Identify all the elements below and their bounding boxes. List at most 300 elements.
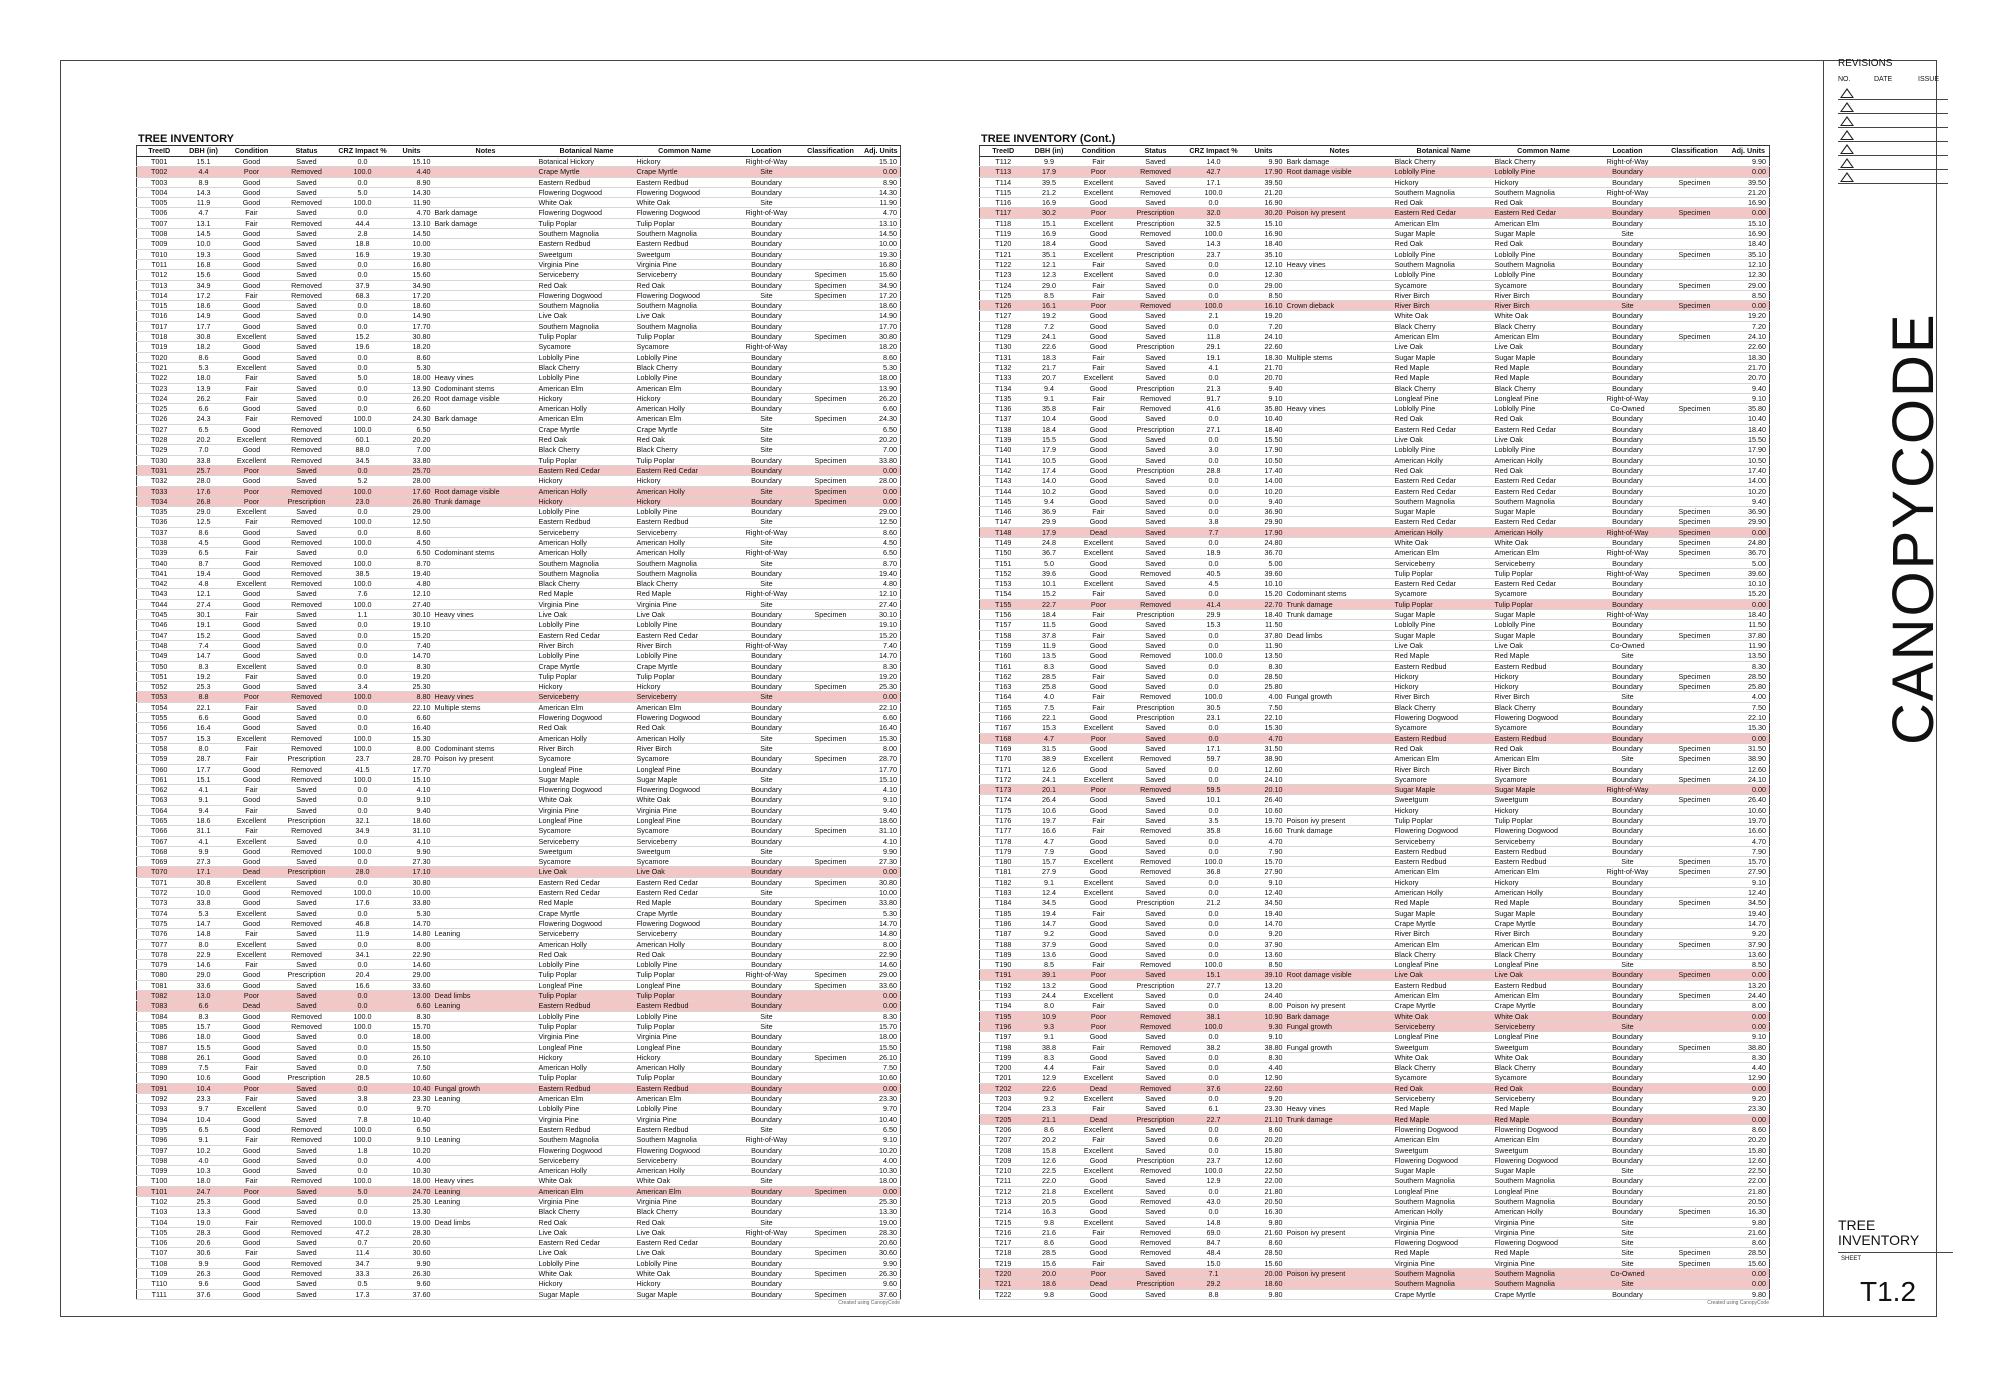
table-cell: Fair [1072,362,1126,372]
table-cell: 38.90 [1242,754,1286,764]
table-row [137,208,901,218]
table-cell [1662,1227,1728,1237]
table-cell: T036 [137,517,182,527]
table-cell: 27.40 [390,599,434,609]
table-cell: 100.0 [336,888,390,898]
table-cell: Good [226,599,278,609]
table-cell: 100.0 [336,1217,390,1227]
table-cell: Excellent [1072,888,1126,898]
table-cell: 25.80 [1728,682,1770,692]
table-cell: 8.60 [1728,1238,1770,1248]
table-cell [1662,1238,1728,1248]
table-cell: Poison ivy present [1286,816,1394,826]
table-cell: Saved [278,1083,336,1093]
table-cell: River Birch [1494,764,1594,774]
table-cell: Live Oak [538,311,636,321]
table-cell: Leaning [434,929,538,939]
table-cell: 8.30 [1242,661,1286,671]
table-cell: Saved [278,1104,336,1114]
table-cell: Eastern Red Cedar [538,877,636,887]
table-cell: T028 [137,435,182,445]
table-cell: 9.2 [1027,1094,1072,1104]
table-cell [434,867,538,877]
table-cell: Live Oak [1494,640,1594,650]
table-cell: Good [1072,1176,1126,1186]
table-cell: Live Oak [538,610,636,620]
table-cell [800,507,862,517]
table-cell: Good [226,980,278,990]
table-cell: Virginia Pine [636,599,734,609]
table-cell: T035 [137,507,182,517]
table-cell: Boundary [1594,507,1662,517]
table-cell: Saved [1126,682,1186,692]
table-row [137,1248,901,1258]
table-cell [1286,857,1394,867]
table-cell: 4.1 [1186,362,1242,372]
column-header: Classification [1662,146,1728,157]
table-row [980,527,1770,537]
table-cell: 30.6 [182,1248,226,1258]
table-cell: Tulip Poplar [538,970,636,980]
table-cell: Tulip Poplar [538,1021,636,1031]
table-cell: 34.5 [1027,898,1072,908]
table-cell: 17.1 [1186,743,1242,753]
table-cell: T076 [137,929,182,939]
table-cell [1286,1196,1394,1206]
table-cell: Boundary [734,404,800,414]
table-row [980,208,1770,218]
table-cell: 29.00 [862,970,901,980]
table-cell: River Birch [1394,929,1494,939]
table-cell: Good [226,1166,278,1176]
table-cell: Flowering Dogwood [1394,1238,1494,1248]
table-cell: Removed [278,1124,336,1134]
table-cell: Virginia Pine [636,805,734,815]
table-cell: Flowering Dogwood [1494,713,1594,723]
table-row [980,1032,1770,1042]
table-cell: Site [734,445,800,455]
table-cell: American Elm [538,1094,636,1104]
table-cell: Dead [226,867,278,877]
table-cell: 10.00 [862,239,901,249]
table-cell [1286,558,1394,568]
table-cell: T198 [980,1042,1027,1052]
table-cell: Good [226,301,278,311]
table-cell: 17.1 [182,867,226,877]
table-row [980,682,1770,692]
table-cell [434,980,538,990]
table-cell [1662,579,1728,589]
table-cell: White Oak [1494,1011,1594,1021]
table-cell: 23.7 [336,754,390,764]
table-cell: Flowering Dogwood [538,713,636,723]
table-cell: 18.40 [1242,239,1286,249]
table-row [980,836,1770,846]
table-cell: Root damage visible [434,393,538,403]
table-cell: Saved [278,785,336,795]
table-cell: Prescription [1126,383,1186,393]
table-cell: Boundary [1594,290,1662,300]
table-cell: Boundary [1594,1207,1662,1217]
credit-note: Created using CanopyCode [838,1299,900,1306]
table-cell: T147 [980,517,1027,527]
table-cell: 6.5 [182,1124,226,1134]
table-cell: Saved [1126,1135,1186,1145]
table-cell: Boundary [1594,939,1662,949]
table-cell: 16.3 [1027,1207,1072,1217]
table-cell: Boundary [734,671,800,681]
table-cell: Good [1072,805,1126,815]
table-cell: 18.4 [1027,424,1072,434]
table-cell: Tulip Poplar [1394,816,1494,826]
table-cell: Good [226,1124,278,1134]
table-row [980,1269,1770,1279]
table-cell: 33.80 [390,898,434,908]
table-cell: 14.50 [862,229,901,239]
table-cell: 15.3 [1186,620,1242,630]
table-cell: Removed [1126,692,1186,702]
table-row [137,373,901,383]
table-cell: Saved [278,661,336,671]
table-cell: 0.0 [1186,1032,1242,1042]
table-cell: 5.0 [336,373,390,383]
table-cell: Heavy vines [1286,404,1394,414]
table-cell: T142 [980,465,1027,475]
table-cell: T113 [980,167,1027,177]
table-cell: Saved [278,1279,336,1289]
table-row [980,939,1770,949]
table-cell: Good [226,970,278,980]
table-cell: T205 [980,1114,1027,1124]
table-cell: Removed [1126,393,1186,403]
table-cell: Eastern Redbud [1494,733,1594,743]
table-cell: 10.40 [862,1114,901,1124]
table-cell: 14.00 [1728,476,1770,486]
table-cell: 100.0 [336,1021,390,1031]
table-cell: 12.9 [1186,1176,1242,1186]
table-cell: 15.70 [1728,857,1770,867]
table-cell: Boundary [734,713,800,723]
table-cell: Eastern Redbud [636,177,734,187]
table-cell: 15.10 [1728,218,1770,228]
table-cell: 27.7 [1186,980,1242,990]
table-cell: 19.70 [1242,816,1286,826]
table-cell: 6.5 [182,548,226,558]
table-cell: Codominant stems [1286,589,1394,599]
table-cell: American Elm [636,1094,734,1104]
table-cell [1662,1135,1728,1145]
table-cell: Boundary [1594,980,1662,990]
table-cell: Red Maple [1494,651,1594,661]
table-row [137,270,901,280]
table-cell: Site [734,743,800,753]
table-row [980,970,1770,980]
table-cell: 7.2 [1027,321,1072,331]
table-cell: White Oak [1394,1052,1494,1062]
table-row [980,249,1770,259]
table-row [980,301,1770,311]
table-cell: Poor [226,486,278,496]
table-cell: 0.0 [336,311,390,321]
table-cell [1286,795,1394,805]
table-cell: 9.8 [1027,1217,1072,1227]
table-cell: Sweetgum [636,846,734,856]
table-cell [1286,229,1394,239]
table-cell: T007 [137,218,182,228]
table-cell [800,383,862,393]
table-cell: Saved [1126,157,1186,167]
table-cell: Right-of-Way [734,548,800,558]
table-cell: Crown dieback [1286,301,1394,311]
table-cell: Red Oak [538,1217,636,1227]
table-cell: Boundary [734,1083,800,1093]
table-cell: 14.3 [182,187,226,197]
table-cell: Good [1072,651,1126,661]
table-cell: Removed [278,558,336,568]
table-cell: Site [734,579,800,589]
table-cell: Fair [1072,1135,1126,1145]
table-cell [1286,548,1394,558]
sheet-label: SHEET [1841,1256,1862,1262]
table-cell: Eastern Redbud [538,1001,636,1011]
table-cell: 0.0 [336,404,390,414]
table-cell: T146 [980,507,1027,517]
table-cell: T117 [980,208,1027,218]
revision-row [1838,101,1948,114]
table-cell [434,795,538,805]
table-cell: Poor [1072,301,1126,311]
table-cell: T188 [980,939,1027,949]
table-cell: Saved [1126,877,1186,887]
table-cell [1286,682,1394,692]
table-cell: 12.90 [1242,1073,1286,1083]
table-cell: Boundary [1594,445,1662,455]
table-cell: 5.30 [390,362,434,372]
table-cell: Loblolly Pine [1394,167,1494,177]
table-cell: 9.1 [182,795,226,805]
table-cell: Dead [226,1001,278,1011]
table-cell: Fair [1072,290,1126,300]
table-cell: Eastern Redbud [1394,733,1494,743]
table-cell: 28.7 [182,754,226,764]
table-row [980,713,1770,723]
table-row [980,496,1770,506]
table-cell [434,816,538,826]
table-cell: Loblolly Pine [1394,270,1494,280]
table-row [980,1135,1770,1145]
table-row [137,1269,901,1279]
table-cell: 9.70 [862,1104,901,1114]
table-cell: Specimen [1662,177,1728,187]
table-cell: 29.00 [1728,280,1770,290]
table-cell: 10.6 [1027,805,1072,815]
table-cell: Good [226,1196,278,1206]
table-cell [434,465,538,475]
table-cell [1286,1145,1394,1155]
table-cell: Prescription [278,496,336,506]
table-cell [800,805,862,815]
table-cell [1286,661,1394,671]
table-cell: Fair [1072,280,1126,290]
table-cell: T166 [980,713,1027,723]
table-cell: Fair [1072,1258,1126,1268]
table-cell: Specimen [1662,774,1728,784]
table-cell: Flowering Dogwood [636,918,734,928]
table-cell: Boundary [734,764,800,774]
table-cell: 10.2 [182,1145,226,1155]
table-cell: 39.6 [1027,568,1072,578]
table-cell: Red Maple [1394,1114,1494,1124]
table-cell: T163 [980,682,1027,692]
table-cell: T022 [137,373,182,383]
table-cell: Root damage visible [1286,970,1394,980]
table-cell: Flowering Dogwood [538,290,636,300]
table-cell [1286,311,1394,321]
table-cell: Saved [278,651,336,661]
table-cell: Saved [278,702,336,712]
table-cell: 0.00 [862,486,901,496]
table-cell: Virginia Pine [1494,1217,1594,1227]
table-cell [1286,445,1394,455]
table-cell: 7.50 [1728,702,1770,712]
table-cell: American Holly [538,537,636,547]
table-cell: 33.60 [390,980,434,990]
table-cell: 20.7 [1027,373,1072,383]
table-cell: Southern Magnolia [1494,496,1594,506]
table-cell: Longleaf Pine [538,1042,636,1052]
table-cell: T037 [137,527,182,537]
sheet-number: T1.2 [1860,1276,1917,1307]
table-cell: Red Oak [1394,239,1494,249]
table-cell: 15.3 [182,733,226,743]
table-cell [1286,702,1394,712]
table-cell: 20.00 [1242,1269,1286,1279]
table-row [980,826,1770,836]
table-cell: 9.60 [390,1279,434,1289]
table-cell: Southern Magnolia [538,1135,636,1145]
table-cell: Eastern Redbud [1494,661,1594,671]
table-cell: Excellent [1072,187,1126,197]
table-cell: 4.7 [1027,733,1072,743]
table-cell: 0.0 [336,640,390,650]
table-cell: Specimen [800,1227,862,1237]
column-header: Condition [226,146,278,157]
table-row [137,857,901,867]
table-cell: Hickory [636,1052,734,1062]
table-cell: T136 [980,404,1027,414]
table-cell: T063 [137,795,182,805]
table-cell: T154 [980,589,1027,599]
table-cell: Sycamore [538,857,636,867]
table-cell [1662,1289,1728,1299]
table-cell: Boundary [1594,537,1662,547]
table-cell [434,311,538,321]
table-cell: Specimen [1662,568,1728,578]
table-cell: Heavy vines [1286,259,1394,269]
table-cell: Saved [1126,620,1186,630]
table-cell [800,640,862,650]
table-cell: 10.9 [1027,1011,1072,1021]
table-cell [1286,476,1394,486]
table-cell: 9.80 [1242,1289,1286,1299]
table-cell: 18.0 [182,373,226,383]
table-cell: Saved [278,362,336,372]
table-cell [1286,898,1394,908]
table-cell: 14.70 [862,651,901,661]
table-cell: T099 [137,1166,182,1176]
table-cell: Live Oak [636,1248,734,1258]
table-cell: 14.30 [862,187,901,197]
table-cell: Good [1072,1238,1126,1248]
table-cell: Red Oak [636,949,734,959]
table-cell: Loblolly Pine [636,1104,734,1114]
table-cell: 17.90 [1242,527,1286,537]
table-cell: 0.0 [1186,1207,1242,1217]
table-cell: 0.0 [1186,1052,1242,1062]
table-cell: American Elm [1494,548,1594,558]
table-cell: 36.90 [1728,507,1770,517]
table-cell: 13.60 [1728,949,1770,959]
table-cell [1662,1083,1728,1093]
table-cell: Good [226,723,278,733]
table-cell: Saved [1126,795,1186,805]
table-cell: 37.6 [182,1289,226,1299]
table-cell [1662,1124,1728,1134]
table-cell: Saved [278,1196,336,1206]
table-cell: Southern Magnolia [1494,1279,1594,1289]
table-row [980,177,1770,187]
table-cell: 15.6 [182,270,226,280]
table-cell: Saved [1126,671,1186,681]
table-cell: Loblolly Pine [636,507,734,517]
table-cell [800,342,862,352]
table-cell: 26.10 [390,1052,434,1062]
table-cell: Specimen [1662,1258,1728,1268]
table-cell: 0.0 [336,1042,390,1052]
table-cell [434,270,538,280]
column-header: Adj. Units [862,146,901,157]
table-cell: Saved [1126,774,1186,784]
table-cell: Boundary [1594,764,1662,774]
table-cell [434,404,538,414]
table-cell: 22.6 [1027,1083,1072,1093]
table-cell: 17.6 [336,898,390,908]
table-cell: Site [1594,857,1662,867]
table-cell: Right-of-Way [734,1227,800,1237]
table-cell: T182 [980,877,1027,887]
table-cell: Flowering Dogwood [636,713,734,723]
table-cell [1662,888,1728,898]
table-cell: 4.1 [182,836,226,846]
table-row [980,733,1770,743]
table-cell: 24.10 [1728,774,1770,784]
table-cell [434,723,538,733]
table-row [980,929,1770,939]
table-cell: T033 [137,486,182,496]
table-cell: 16.40 [862,723,901,733]
table-cell: T052 [137,682,182,692]
table-cell: Black Cherry [1494,157,1594,167]
table-cell: 11.4 [336,1248,390,1258]
table-cell: 0.0 [1186,1001,1242,1011]
table-row [137,1042,901,1052]
table-cell [1662,1217,1728,1227]
table-cell [1286,640,1394,650]
table-cell: 27.3 [182,857,226,867]
table-cell: Saved [278,1114,336,1124]
table-cell: Sugar Maple [1494,630,1594,640]
table-cell: 15.0 [1186,1258,1242,1268]
